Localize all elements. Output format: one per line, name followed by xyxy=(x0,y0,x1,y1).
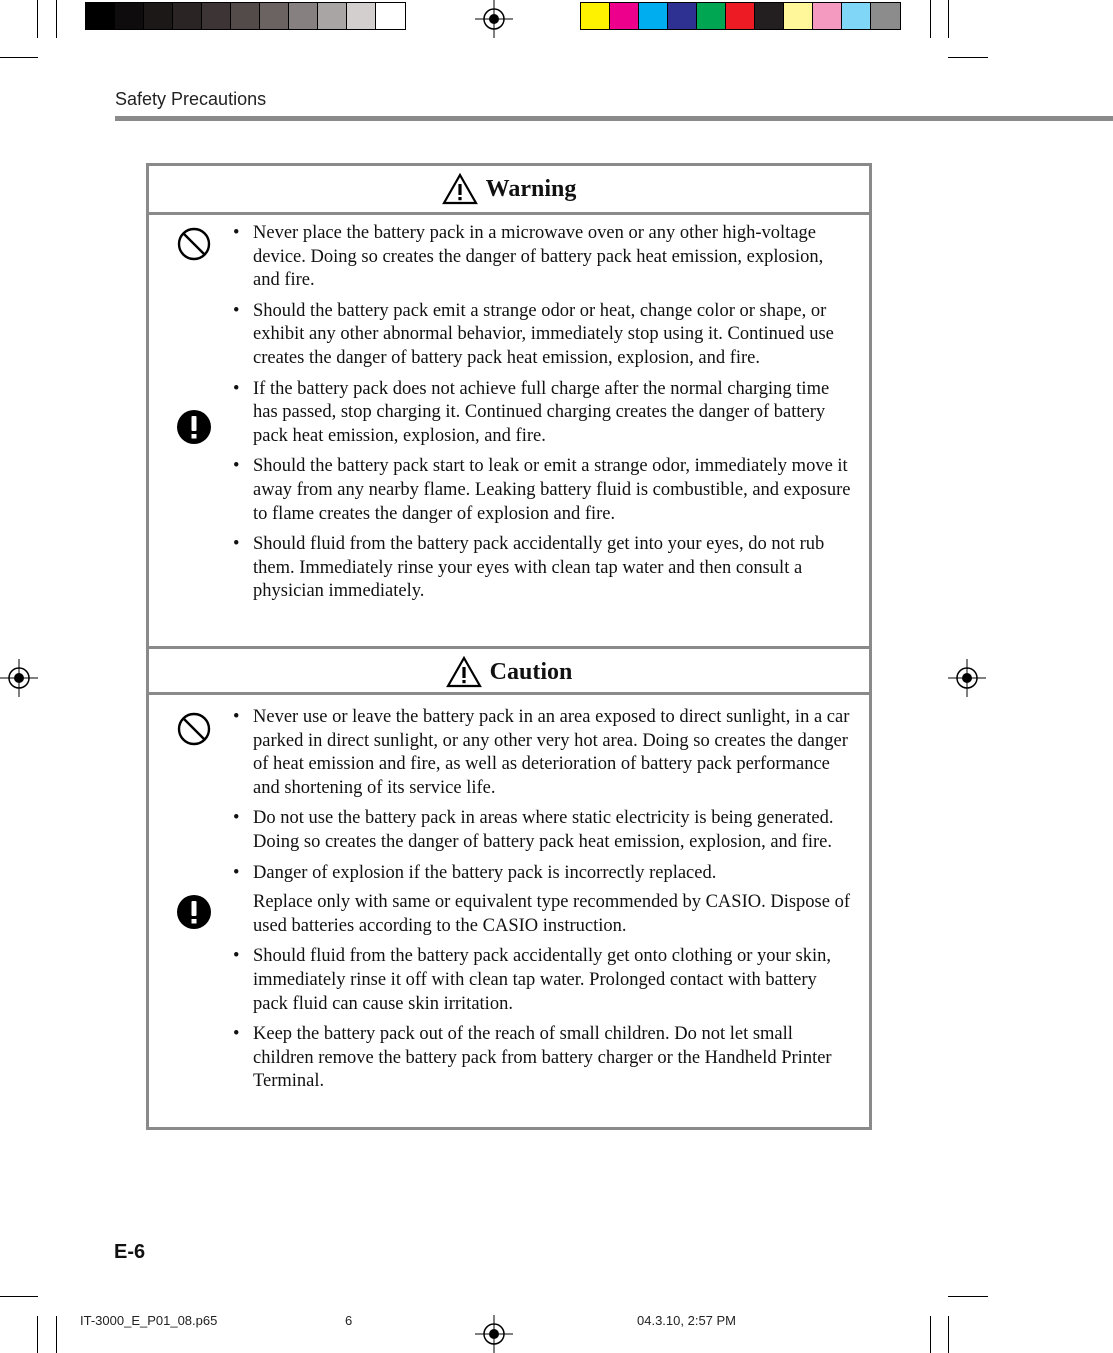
color-swatch xyxy=(639,3,668,29)
divider xyxy=(149,212,869,215)
color-swatch xyxy=(726,3,755,29)
color-swatch xyxy=(173,3,202,29)
crop-mark xyxy=(948,0,949,38)
list-item-continuation: Replace only with same or equivalent type recommended by CASIO. Dispose of used batteries according to the CASIO instruction. xyxy=(253,892,850,936)
caution-triangle-icon xyxy=(446,656,482,688)
section-title: Safety Precautions xyxy=(115,89,267,109)
color-swatch xyxy=(86,3,115,29)
color-swatch xyxy=(784,3,813,29)
caution-list xyxy=(231,706,853,1101)
list-item: • Do not use the battery pack in areas where static electricity is being generated. Doing so creates the danger of battery pack heat emission, explosion, and fire. xyxy=(233,808,834,852)
prohibited-icon xyxy=(176,226,212,262)
registration-mark-icon xyxy=(0,659,38,697)
list-item: • Should the battery pack emit a strange odor or heat, change color or shape, or exhibit any other abnormal behavior, immediately stop using it. Continued use creates the danger of battery pack heat emission, explosion, and fire. xyxy=(233,300,834,368)
registration-mark-icon xyxy=(475,0,513,38)
color-swatch xyxy=(231,3,260,29)
color-swatch xyxy=(697,3,726,29)
crop-mark xyxy=(0,57,38,58)
slug-page: 6 xyxy=(345,1313,353,1328)
registration-mark-icon xyxy=(948,659,986,697)
crop-mark xyxy=(37,0,38,38)
list-item: • Never use or leave the battery pack in an area exposed to direct sunlight, in a car parked in direct sunlight, or any other very hot area. Doing so creates the danger of heat emission and fire, as well as deterioration of battery pack performance and shortening of its service life. xyxy=(233,707,850,798)
crop-mark xyxy=(948,1316,949,1353)
prohibited-icon xyxy=(176,711,212,747)
list-item: • Never place the battery pack in a microwave oven or any other high-voltage device. Doing so creates the danger of battery pack heat emission, explosion, and fire. xyxy=(233,223,824,291)
color-swatch xyxy=(755,3,784,29)
crop-mark xyxy=(37,1316,38,1353)
crop-mark xyxy=(56,0,57,38)
list-item: • Should fluid from the battery pack accidentally get into your eyes, do not rub them. Immediately rinse your eyes with clean tap water and then consult a physician immediately. xyxy=(233,534,825,602)
slug-filename: IT-3000_E_P01_08.p65 xyxy=(80,1313,218,1328)
color-swatch xyxy=(318,3,347,29)
color-swatch-bar xyxy=(580,2,901,30)
list-item: • Danger of explosion if the battery pack is incorrectly replaced. xyxy=(233,862,717,883)
color-swatch xyxy=(289,3,318,29)
color-swatch xyxy=(668,3,697,29)
divider xyxy=(149,692,869,695)
color-swatch xyxy=(347,3,376,29)
list-item: • Keep the battery pack out of the reach of small children. Do not let small children remove the battery pack from battery charger or the Handheld Printer Terminal. xyxy=(233,1024,832,1092)
grayscale-swatch-bar xyxy=(85,2,406,30)
warning-list xyxy=(231,222,853,611)
caution-heading-text: Caution xyxy=(489,658,573,685)
color-swatch xyxy=(144,3,173,29)
color-swatch xyxy=(842,3,871,29)
color-swatch xyxy=(202,3,231,29)
mandatory-action-icon xyxy=(176,409,212,445)
color-swatch xyxy=(115,3,144,29)
list-item: • Should fluid from the battery pack accidentally get onto clothing or your skin, immediately rinse it off with clean tap water. Prolonged contact with battery pack fluid can cause skin irritation. xyxy=(233,946,831,1014)
crop-mark xyxy=(948,1296,988,1297)
list-item: • If the battery pack does not achieve full charge after the normal charging time has passed, stop charging it. Continued charging creates the danger of battery pack heat emission, explosion, and fire. xyxy=(233,378,830,446)
caution-heading xyxy=(149,649,869,695)
list-item: • Should the battery pack start to leak or emit a strange odor, immediately move it away from any nearby flame. Leaking battery fluid is combustible, and exposure to flame creates the danger of explosion and fire. xyxy=(233,456,851,524)
crop-mark xyxy=(930,0,931,38)
header-rule xyxy=(115,116,1113,121)
page-number: E-6 xyxy=(114,1241,146,1263)
color-swatch xyxy=(376,3,405,29)
color-swatch xyxy=(871,3,900,29)
warning-heading-text: Warning xyxy=(485,175,577,202)
crop-mark xyxy=(930,1316,931,1353)
color-swatch xyxy=(581,3,610,29)
crop-mark xyxy=(948,57,988,58)
slug-date: 04.3.10, 2:57 PM xyxy=(637,1313,737,1328)
crop-mark xyxy=(0,1296,38,1297)
registration-mark-icon xyxy=(475,1315,513,1353)
color-swatch xyxy=(813,3,842,29)
color-swatch xyxy=(610,3,639,29)
crop-mark xyxy=(56,1316,57,1353)
mandatory-action-icon xyxy=(176,894,212,930)
warning-heading xyxy=(149,166,869,212)
warning-triangle-icon xyxy=(442,173,478,205)
safety-box xyxy=(146,163,872,1130)
color-swatch xyxy=(260,3,289,29)
